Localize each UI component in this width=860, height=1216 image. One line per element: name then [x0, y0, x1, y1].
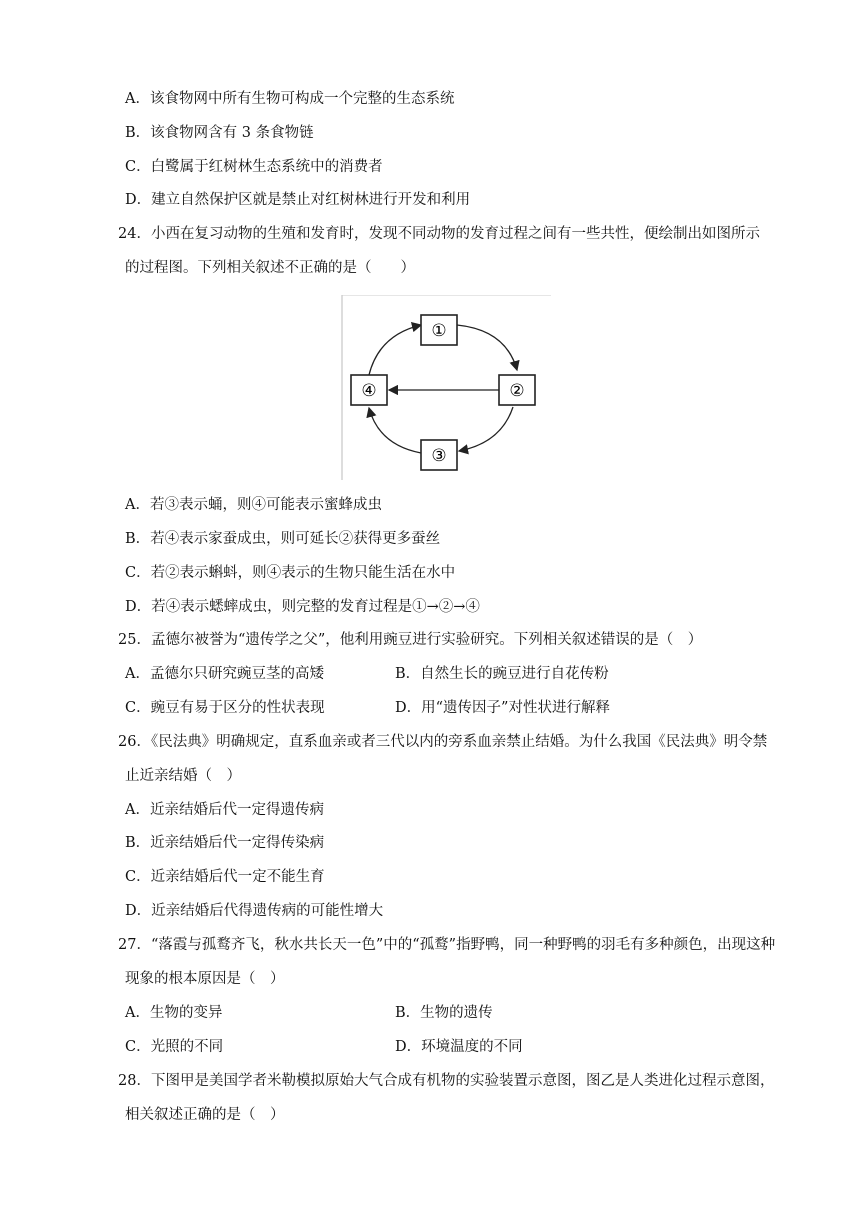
q24-option-a: A．若③表示蛹，则④可能表示蜜蜂成虫 — [125, 497, 382, 513]
q23-option-d: D．建立自然保护区就是禁止对红树林进行开发和利用 — [125, 192, 471, 208]
q25-stem: 25．孟德尔被誉为“遗传学之父”，他利用豌豆进行实验研究。下列相关叙述错误的是（ ） — [118, 632, 703, 648]
q24-option-b: B．若④表示家蚕成虫，则可延长②获得更多蚕丝 — [125, 531, 441, 547]
q26-option-d: D．近亲结婚后代得遗传病的可能性增大 — [125, 903, 384, 919]
stage-3-box — [421, 440, 457, 470]
q24-option-d: D．若④表示蟋蟀成虫，则完整的发育过程是①→②→④ — [125, 599, 480, 615]
stage-3-label: ③ — [431, 446, 447, 466]
q23-option-a: A．该食物网中所有生物可构成一个完整的生态系统 — [125, 91, 455, 107]
q24-option-c: C．若②表示蝌蚪，则④表示的生物只能生活在水中 — [125, 565, 456, 581]
stage-4-label: ④ — [361, 381, 377, 401]
q27-option-d: D．环境温度的不同 — [395, 1039, 523, 1055]
q27-stem-cont: 现象的根本原因是（ ） — [125, 971, 285, 987]
stage-1-box — [421, 315, 457, 345]
q24-stem-cont: 的过程图。下列相关叙述不正确的是（ ） — [125, 260, 415, 276]
development-cycle-diagram — [341, 295, 551, 480]
stage-2-box — [499, 375, 535, 405]
q23-option-b: B．该食物网含有 3 条食物链 — [125, 125, 314, 141]
q25-option-c: C．豌豆有易于区分的性状表现 — [125, 700, 325, 716]
q26-stem-cont: 止近亲结婚（ ） — [125, 768, 241, 784]
q25-option-d: D．用“遗传因子”对性状进行解释 — [395, 700, 610, 716]
q27-option-c: C．光照的不同 — [125, 1039, 224, 1055]
q27-option-a: A．生物的变异 — [125, 1005, 223, 1021]
q27-option-b: B．生物的遗传 — [395, 1005, 493, 1021]
q27-stem: 27．“落霞与孤鹜齐飞，秋水共长天一色”中的“孤鹜”指野鸭，同一种野鸭的羽毛有多种颜色，出现这种 — [118, 937, 776, 953]
stage-1-label: ① — [431, 321, 447, 341]
q28-stem-cont: 相关叙述正确的是（ ） — [125, 1107, 285, 1123]
q25-option-b: B．自然生长的豌豆进行自花传粉 — [395, 666, 609, 682]
stage-2-label: ② — [509, 381, 525, 401]
q26-stem: 26．《民法典》明确规定，直系血亲或者三代以内的旁系血亲禁止结婚。为什么我国《民法典》明令禁 — [118, 734, 768, 750]
q26-option-a: A．近亲结婚后代一定得遗传病 — [125, 802, 324, 818]
q28-stem: 28．下图甲是美国学者米勒模拟原始大气合成有机物的实验装置示意图，图乙是人类进化过程示意图， — [118, 1073, 775, 1089]
q26-option-b: B．近亲结婚后代一定得传染病 — [125, 835, 325, 851]
q26-option-c: C．近亲结婚后代一定不能生育 — [125, 869, 325, 885]
stage-4-box — [351, 375, 387, 405]
q23-option-c: C．白鹭属于红树林生态系统中的消费者 — [125, 159, 383, 175]
q25-option-a: A．孟德尔只研究豌豆茎的高矮 — [125, 666, 324, 682]
q24-stem: 24．小西在复习动物的生殖和发育时，发现不同动物的发育过程之间有一些共性，便绘制出如图所示 — [118, 226, 760, 242]
